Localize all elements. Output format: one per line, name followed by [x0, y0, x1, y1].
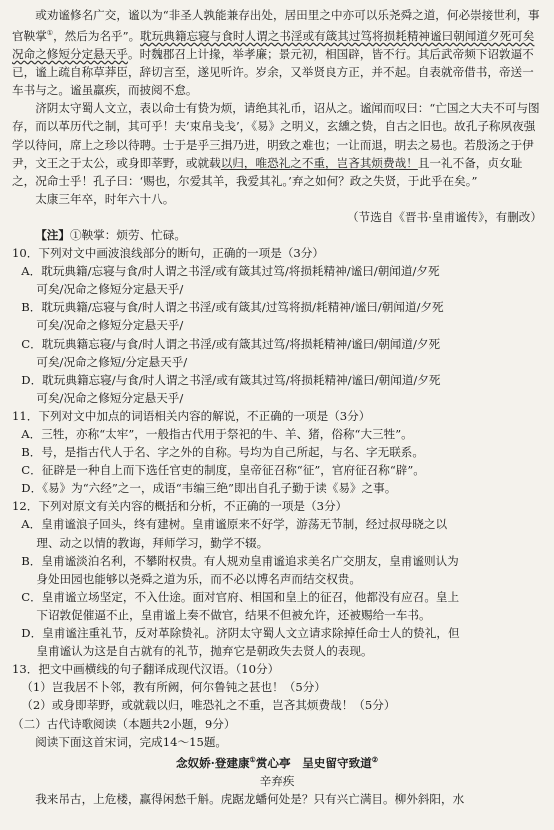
option-a: A．皇甫谧浪子回头，终有建树。皇甫谧原来不好学，游荡无节制，经过叔母晓之以 理、动之以情的教诲，拜师学习，勤学不辍。	[21, 517, 448, 550]
question-stem: 10．下列对文中画波浪线部分的断句，正确的一项是（3分）	[12, 246, 324, 261]
poem-title: 念奴娇·登建康①赏心亭 呈史留守致道②	[175, 754, 379, 770]
option-b: B．号，是指古代人于名、字之外的自称。号均为自己所起，与名、字无联系。	[21, 445, 424, 460]
option-d: D．耽玩典籍忘寝/与食/时人谓之书淫/或有箴其过笃/将损耗精神/谧曰/朝闻道/夕死 可矣/况命之修短分定悬天乎/	[21, 372, 441, 405]
option-c: C．耽玩典籍忘寝/与食/时人谓之书淫/或有箴其过笃/将损耗精神/谧曰/朝闻道/夕死 可矣/况命之修短/分定悬天乎/	[21, 336, 441, 369]
section-instruction: 阅读下面这首宋词，完成14～15题。	[35, 734, 228, 749]
underlined-sentence: 以归，唯恐礼之不重，岂吝其烦费哉！	[220, 155, 418, 170]
translation-item-1: （1）岂我居不卜邻，教有所阙，何尔鲁钝之甚也！（5分）	[21, 680, 326, 695]
question-stem: 13．把文中画横线的句子翻译成现代汉语。（10分）	[12, 662, 280, 677]
option-a: A．三牲，亦称“太牢”，一般指古代用于祭祀的牛、羊、猪，俗称“大三牲”。	[21, 427, 413, 442]
note: 【注】①鞅掌：烦劳、忙碌。	[35, 227, 186, 242]
question-11	[12, 407, 542, 497]
question-12	[12, 497, 542, 660]
question-10	[12, 244, 542, 407]
option-c: C．皇甫谧立场坚定，不入仕途。面对官府、相国和皇上的征召，他都没有应召。皇上 下诏敦促催逼不止，皇甫谧上奏不做官，结果不但被允许，还被赐给一车书。	[21, 589, 460, 622]
section-heading: （二）古代诗歌阅读（本题共2小题，9分）	[12, 716, 236, 731]
option-b: B．皇甫谧淡泊名利，不攀附权贵。有人规劝皇甫谧追求美名广交朋友，皇甫谧则认为 身处田园也能够以尧舜之道为乐，而不必以博名声而结交权贵。	[21, 553, 459, 586]
question-13	[12, 660, 542, 714]
option-c: C．征辟是一种自上而下选任官吏的制度，皇帝征召称“征”，官府征召称“辟”。	[21, 463, 425, 478]
question-stem: 11．下列对文中加点的词语相关内容的解说，不正确的一项是（3分）	[12, 408, 371, 423]
passage-paragraph-2: 济阴太守蜀人文立，表以命士有贽为烦，请绝其礼币，诏从之。谧闻而叹曰：“亡国之大夫不可与图存，而以革历代之制，其可乎！夫‘束帛戋戋’，《易》之明义，玄纁之贽，自古之旧也。故孔子称夙夜强学以待问，席上之珍以待聘。士于是乎三揖乃进，明致之难也；一让而退，明去之易也。若殷汤之于伊尹，文王之于太公，或身即莘野，或就载以归，唯恐礼之不重，岂吝其烦费哉！且一礼不备，贞女耻之，况命士乎！孔子曰：‘赐也，尔爱其羊，我爱其礼。’弃之如何？政之失贤，于此乎在矣。”	[12, 101, 540, 188]
poem-first-line: 我来吊古，上危楼，赢得闲愁千斛。虎踞龙蟠何处是？只有兴亡满目。柳外斜阳，水	[35, 791, 465, 806]
question-stem: 12．下列对原文有关内容的概括和分析，不正确的一项是（3分）	[12, 499, 348, 514]
passage-paragraph-1: 或劝谧修名广交，谧以为“非圣人孰能兼存出处，居田里之中亦可以乐尧舜之道，何必崇接世利，事官鞅掌①，然后为名乎”。耽玩典籍忘寝与食时人谓之书淫或有箴其过笃将损耗精神谧曰朝闻道夕死可矣况命之修短分定悬天乎。时魏郡召上计掾，举孝廉；景元初，相国辟，皆不行。其后武帝频下诏敦逼不已，谧上疏自称草莽臣，辞切言至，遂见听许。岁余，又举贤良方正，并不起。自表就帝借书，帝送一车书与之。谧虽羸疾，而披阅不怠。	[12, 8, 540, 98]
option-b: B．耽玩典籍/忘寝与食/时人谓之书淫/或有箴其/过笃将损/耗精神/谧曰/朝闻道/夕死 可矣/况命之修短分定悬天乎/	[21, 300, 444, 333]
translation-item-2: （2）或身即莘野，或就载以归，唯恐礼之不重，岂吝其烦费哉！（5分）	[21, 698, 396, 713]
option-a: A．耽玩典籍/忘寝与食/时人谓之书淫/或有箴其过笃/将损耗精神/谧曰/朝闻道/夕死 可矣/况命之修短分定悬天乎/	[21, 264, 440, 297]
option-d: D．皇甫谧注重礼节，反对革除贽礼。济阴太守蜀人文立请求除掉任命士人的贽礼，但 皇甫谧认为这是自古就有的礼节，抛弃它是朝政失去贤人的表现。	[21, 626, 460, 659]
wavy-underlined-sentence: 耽玩典籍忘寝与食时人谓之书淫或有箴其过笃将损耗精神谧曰朝闻道夕死可矣况命之修短分定悬天乎	[12, 28, 535, 62]
poem-author: 辛弃疾	[259, 773, 295, 788]
poetry-section	[12, 715, 542, 808]
passage-source: （节选自《晋书·皇甫谧传》，有删改）	[347, 209, 542, 224]
passage-paragraph-3: 太康三年卒，时年六十八。	[35, 191, 175, 206]
option-d: D．《易》为“六经”之一，成语“韦编三绝”即出自孔子勤于读《易》之事。	[21, 481, 397, 496]
